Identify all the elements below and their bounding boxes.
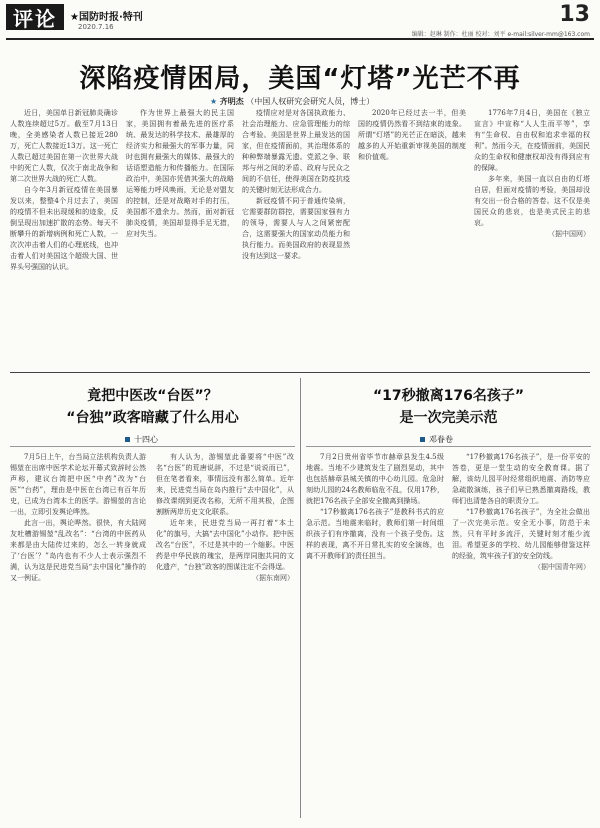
article-column	[358, 108, 466, 368]
right-headline	[306, 385, 591, 429]
paragraph: “17秒撤离176名孩子”，为全社会做出了一次完美示范。安全无小事，防范于未然，只有平时多流汗，关键时刻才能少流泪。希望更多的学校、幼儿园能够借鉴这样的经验，筑牢孩子们的安全防线。	[452, 508, 590, 560]
masthead-rule	[6, 38, 594, 40]
author-desc: （中国人权研究会研究人员，博士）	[246, 97, 375, 106]
signature: （据东南网）	[252, 574, 294, 582]
paragraph: 1776年7月4日，美国在《独立宣言》中宣称“人人生而平等”，享有“生命权、自由权和追求幸福的权利”。然而今天，在疫情面前，美国民众的生命权和健康权却没有得到应有的保障。	[474, 109, 590, 172]
right-headline-line2: 是一次完美示范	[399, 410, 498, 426]
paper-name: ★国防时报·特刊	[70, 12, 143, 23]
paragraph: 此言一出，舆论哗然。很快，有大陆网友吐槽游锡堃“乱改名”：“台湾的中医药从来都是由大陆传过来的，怎么一转身就成了‘台医’？”岛内也有不少人士表示强烈不满，认为这是民进党当局“去中国化”操作的又一例证。	[10, 519, 146, 582]
paragraph: 新冠疫情不同于普通传染病，它需要群防群控，需要国家强有力的领导，需要人与人之间紧密配合，这需要强大的国家动员能力和执行能力。而美国政府的表现显然没有达到这一要求。	[242, 197, 350, 260]
right-column-2	[452, 452, 590, 820]
paragraph: 自今年3月新冠疫情在美国暴发以来，整整4个月过去了，美国的疫情不但未出现缓和的迹象，反倒呈现出加速扩散的态势。每天不断攀升的新增病例和死亡人数，一次次冲击着人们的心理底线，也冲击着人们对美国这个超级大国、世界头号强国的认识。	[10, 186, 118, 271]
right-headline-line1: “17秒撤离176名孩子”	[372, 388, 525, 404]
signature: （据中国网）	[548, 230, 590, 238]
article-column	[474, 108, 590, 368]
left-rule	[10, 446, 295, 447]
main-article-body	[10, 108, 590, 368]
left-headline-line2: “台独”政客暗藏了什么用心	[66, 410, 239, 426]
article-column	[10, 108, 118, 368]
paragraph: “17秒撤离176名孩子”是教科书式的应急示范。当地震来临时，教师们第一时间组织孩子们有序撤离，没有一个孩子受伤。这样的表现，离不开日常扎实的安全演练，也离不开教师们的责任担当。	[306, 508, 444, 560]
editor-info: 编辑：赵琳 制作：杜丽 校对：刘平 e-mail:silver-mm@163.com	[411, 31, 590, 38]
left-headline	[10, 385, 295, 429]
article-column	[126, 108, 234, 368]
left-column-2	[156, 452, 294, 820]
main-byline	[210, 96, 374, 107]
paragraph: 近年来，民进党当局一再打着“本土化”的旗号，大搞“去中国化”小动作。把中医改名“台医”，不过是其中的一个缩影。中医药是中华民族的瑰宝，是两岸同胞共同的文化遗产，“台独”政客的图谋注定不会得逞。	[156, 519, 294, 571]
paragraph: 7月5日上午，台当局立法机构负责人游锡堃在出席中医学术论坛开幕式致辞时公然声称，建议台湾把中医“中药”改为“台医”“台药”，理由是中医在台湾已有百年历史，已成为台湾本土的医学。游锡堃的言论一出，立即引发舆论哗然。	[10, 453, 146, 516]
issue-date: 2020.7.16	[78, 23, 114, 31]
page-number: 13	[559, 2, 590, 27]
paragraph: 近日，美国单日新冠肺炎确诊人数连续超过5万。截至7月13日晚，全美感染者人数已接近280万，死亡人数接近13万。这一死亡人数已超过美国在第一次世界大战中的死亡人数，仅次于南北战争和第二次世界大战的死亡人数。	[10, 109, 118, 183]
paragraph: 有人认为，游锡堃此番要将“中医”改名“台医”的荒唐说辞，不过是“说说而已”，但在笔者看来，事情远没有那么简单。近年来，民进党当局在岛内推行“去中国化”，从修改课纲到更改名称，无所不用其极，企图割断两岸历史文化联系。	[156, 453, 294, 516]
section-divider	[10, 372, 590, 373]
author-name: 齐明杰	[219, 97, 244, 106]
left-column-1	[10, 452, 146, 820]
left-headline-line1: 竟把中医改“台医”？	[87, 388, 218, 404]
article-column	[242, 108, 350, 368]
right-column-1	[306, 452, 444, 820]
left-byline: 十四心	[125, 434, 158, 445]
masthead	[0, 0, 600, 38]
signature: （据中国青年网）	[534, 563, 590, 571]
paragraph: 疫情应对是对各国执政能力、社会治理能力、应急管理能力的综合考验。美国是世界上最发达的国家，但在疫情面前，其治理体系的种种弊端暴露无遗。党派之争、联邦与州之间的矛盾、政府与民众之间的不信任，使得美国在防疫抗疫的关键时刻无法形成合力。	[242, 109, 350, 194]
paragraph: 7月2日贵州省毕节市赫章县发生4.5级地震。当地不少建筑发生了剧烈晃动，其中也包括赫章县城关镇的中心幼儿园。危急时刻幼儿园的24名教师临危不乱，仅用17秒，就把176名孩子全部安全撤离到操场。	[306, 453, 444, 505]
right-byline: 邓眷卷	[420, 434, 453, 445]
section-label: 评论	[6, 4, 64, 30]
right-rule	[306, 446, 591, 447]
main-headline: 深陷疫情困局，美国“灯塔”光芒不再	[79, 64, 521, 94]
paragraph: “17秒撤离176名孩子”，是一份平安的答卷，更是一堂生动的安全教育课。据了解，该幼儿园平时经常组织地震、消防等应急疏散演练，孩子们早已熟悉撤离路线，教师们也清楚各自的职责分工。	[452, 453, 590, 505]
paragraph: 作为世界上最强大的民主国家，美国拥有着最先进的医疗系统、最发达的科学技术、最雄厚的经济实力和最强大的军事力量，同时也拥有最强大的媒体、最强大的话语塑造能力和传播能力。在国际政治中，美国亦凭借其强大的战略运筹能力呼风唤雨，无论是对盟友的控制，还是对战略对手的打压，美国都不遗余力。然而，面对新冠肺炎疫情，美国却显得手足无措，应对失当。	[126, 109, 234, 238]
column-divider	[300, 378, 301, 818]
star-icon: ★	[210, 97, 218, 106]
paragraph: 2020年已经过去一半，但美国的疫情仍然看不到结束的迹象。所谓“灯塔”的光芒正在暗淡，越来越多的人开始重新审视美国的制度和价值观。	[358, 109, 466, 161]
paragraph: 多年来，美国一直以自由的灯塔自居，但面对疫情的考验，美国却没有交出一份合格的答卷。这不仅是美国民众的悲哀，也是美式民主的悲哀。	[474, 175, 590, 227]
